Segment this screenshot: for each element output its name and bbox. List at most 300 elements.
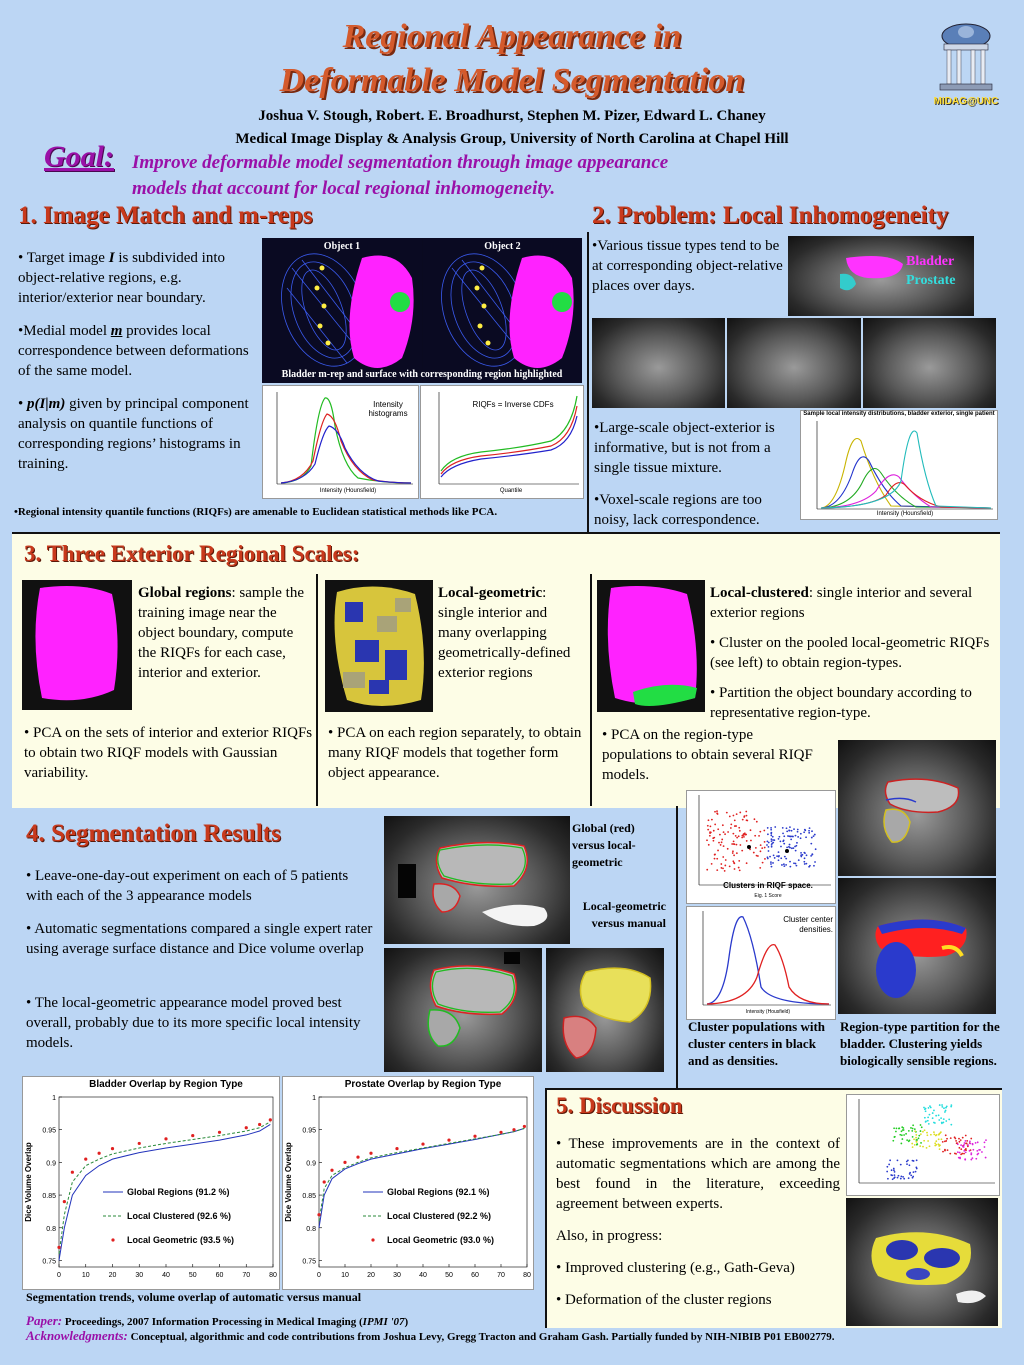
scatter-point — [926, 1147, 928, 1149]
column-divider — [316, 574, 318, 806]
scatter-point — [723, 831, 725, 833]
scatter-point — [744, 834, 746, 836]
scatter-point — [712, 837, 714, 839]
series-point — [523, 1125, 526, 1128]
local-distributions-chart — [801, 411, 997, 519]
scatter-point — [742, 819, 744, 821]
x-tick-label: 30 — [135, 1272, 144, 1279]
global-vs-local-label: Global (red) versus local-geometric — [572, 821, 636, 869]
section4-bullet3: • The local-geometric appearance model proved best overall, probably due to its more specific local intensity models. — [26, 995, 361, 1051]
section2-heading: 2. Problem: Local Inhomogeneity — [592, 202, 949, 229]
scatter-point — [789, 866, 791, 868]
legend-label: Local Clustered (92.6 %) — [127, 1211, 232, 1221]
scatter-point — [926, 1134, 928, 1136]
scatter-point — [808, 832, 810, 834]
series-point — [395, 1147, 398, 1150]
scatter-point — [798, 859, 800, 861]
legend-label: Local Geometric (93.0 %) — [387, 1235, 495, 1245]
scatter-point — [739, 844, 741, 846]
scatter-point — [893, 1177, 895, 1179]
scatter-point — [910, 1127, 912, 1129]
scatter-point — [768, 850, 770, 852]
scatter-point — [724, 865, 726, 867]
scatter-point — [778, 855, 780, 857]
section1-heading: 1. Image Match and m-reps — [18, 202, 313, 229]
section2-bullet3: •Voxel-scale regions are too noisy, lack correspondence. — [594, 492, 762, 528]
object2-label: Object 2 — [484, 241, 521, 252]
scatter-point — [906, 1163, 908, 1165]
histogram-xlabel: Intensity (Hounsfield) — [319, 488, 377, 494]
scatter-point — [893, 1169, 895, 1171]
section1-note: •Regional intensity quantile functions (RIQFs) are amenable to Euclidean statistical methods like PCA. — [14, 506, 498, 518]
scatter-point — [738, 860, 740, 862]
scatter-point — [783, 835, 785, 837]
scatter-point — [757, 855, 759, 857]
histogram-plot — [262, 385, 419, 499]
scatter-point — [754, 835, 756, 837]
scatter-point — [960, 1139, 962, 1141]
scatter-point — [946, 1105, 948, 1107]
y-tick-label: 0.95 — [302, 1127, 316, 1135]
scatter-point — [780, 857, 782, 859]
local-vs-manual-label: Local-geometric versus manual — [582, 899, 666, 930]
scatter-point — [950, 1124, 952, 1126]
riqf-label: RIQFs = Inverse CDFs — [472, 400, 554, 409]
scatter-point — [920, 1133, 922, 1135]
scatter-point — [797, 829, 799, 831]
scatter-point — [746, 862, 748, 864]
scatter-point — [789, 826, 791, 828]
scatter-point — [721, 841, 723, 843]
scatter-point — [970, 1159, 972, 1161]
scatter-point — [942, 1141, 944, 1143]
mrep-visualization — [262, 238, 582, 383]
scatter-point — [903, 1134, 905, 1136]
mrep-caption: Bladder m-rep and surface with corresponding region highlighted — [281, 369, 563, 380]
series-point — [245, 1126, 248, 1129]
y-tick-label: 1 — [52, 1095, 56, 1102]
y-tick-label: 0.75 — [302, 1258, 316, 1266]
scatter-point — [769, 856, 771, 858]
label-bladder: Bladder — [906, 254, 955, 269]
scatter-point — [732, 852, 734, 854]
scatter-point — [950, 1106, 952, 1108]
scatter-point — [911, 1130, 913, 1132]
scatter-point — [967, 1144, 969, 1146]
scatter-point — [938, 1143, 940, 1145]
x-tick-label: 10 — [81, 1272, 90, 1279]
scatter-point — [708, 844, 710, 846]
scatter-point — [805, 863, 807, 865]
scatter-point — [938, 1134, 940, 1136]
y-axis-label: Dice Volume Overlap — [284, 1142, 293, 1222]
scatter-point — [773, 854, 775, 856]
scatter-point — [912, 1128, 914, 1130]
scatter-point — [750, 829, 752, 831]
scatter-point — [713, 840, 715, 842]
riqf-plot — [420, 385, 584, 499]
scatter-point — [900, 1175, 902, 1177]
scatter-point — [764, 847, 766, 849]
scatter-point — [714, 824, 716, 826]
scatter-point — [920, 1142, 922, 1144]
scatter-point — [915, 1134, 917, 1136]
scatter-point — [920, 1130, 922, 1132]
scatter-point — [978, 1149, 980, 1151]
scatter-point — [976, 1154, 978, 1156]
scatter-point — [774, 857, 776, 859]
series-point — [258, 1123, 261, 1126]
scatter-point — [792, 847, 794, 849]
scatter-point — [946, 1138, 948, 1140]
scatter-point — [727, 848, 729, 850]
scatter-point — [721, 867, 723, 869]
scatter-point — [745, 811, 747, 813]
multi-cluster-scatter — [846, 1094, 1000, 1196]
section1-bullet1: • Target image I is subdivided into object-relative regions, e.g. interior/exterior near boundary. — [18, 250, 225, 306]
region-type-caption: Region-type partition for the bladder. Clustering yields biologically sensible regions. — [840, 1019, 1000, 1068]
scatter-point — [914, 1144, 916, 1146]
scatter-point — [897, 1177, 899, 1179]
object1-label: Object 1 — [323, 241, 361, 252]
scatter-point — [900, 1143, 902, 1145]
scatter-point — [963, 1150, 965, 1152]
scatter-point — [985, 1157, 987, 1159]
section1-bullet2: •Medial model m provides local correspondence between deformations of the same model. — [18, 323, 249, 379]
scatter-point — [918, 1135, 920, 1137]
scatter-point — [964, 1140, 966, 1142]
scatter-point — [944, 1111, 946, 1113]
scatter-point — [789, 861, 791, 863]
x-tick-label: 70 — [242, 1272, 251, 1279]
scatter-point — [901, 1126, 903, 1128]
scatter-point — [708, 819, 710, 821]
scatter-point — [929, 1114, 931, 1116]
y-tick-label: 0.9 — [46, 1160, 56, 1168]
scatter-point — [976, 1150, 978, 1152]
local-vs-manual-ct-left — [384, 948, 542, 1072]
scatter-point — [785, 864, 787, 866]
scatter-point — [735, 835, 737, 837]
scatter-point — [935, 1135, 937, 1137]
scatter-point — [803, 852, 805, 854]
scatter-point — [942, 1151, 944, 1153]
series-point — [63, 1200, 66, 1203]
scatter-point — [717, 850, 719, 852]
scatter-point — [886, 1171, 888, 1173]
scatter-point — [722, 856, 724, 858]
x-tick-label: 20 — [367, 1272, 375, 1279]
scatter-point — [753, 852, 755, 854]
scatter-point — [906, 1139, 908, 1141]
scatter-point — [950, 1137, 952, 1139]
scatter-point — [899, 1134, 901, 1136]
scatter-point — [767, 858, 769, 860]
scatter-point — [771, 866, 773, 868]
x-tick-label: 60 — [215, 1272, 224, 1279]
paper-line: Paper: Proceedings, 2007 Information Processing in Medical Imaging (IPMI '07) — [26, 1313, 409, 1328]
scatter-point — [800, 833, 802, 835]
scatter-point — [961, 1153, 963, 1155]
scatter-point — [744, 832, 746, 834]
series-point — [343, 1161, 346, 1164]
scatter-point — [716, 869, 718, 871]
x-tick-label: 50 — [188, 1272, 197, 1279]
scatter-point — [924, 1129, 926, 1131]
local-distributions-plot — [800, 410, 998, 520]
scatter-point — [945, 1120, 947, 1122]
scatter-point — [784, 856, 786, 858]
scatter-point — [734, 825, 736, 827]
scatter-point — [732, 850, 734, 852]
scatter-point — [908, 1177, 910, 1179]
scatter-point — [771, 846, 773, 848]
series-point — [98, 1152, 101, 1155]
scatter-point — [923, 1140, 925, 1142]
y-tick-label: 0.8 — [46, 1225, 56, 1233]
section5-bullet2: • Improved clustering (e.g., Gath-Geva) — [556, 1260, 795, 1276]
scatter-point — [772, 836, 774, 838]
scatter-point — [900, 1178, 902, 1180]
scatter-point — [939, 1148, 941, 1150]
scatter-point — [734, 868, 736, 870]
scatter-point — [716, 810, 718, 812]
region-type-ct-partition — [838, 878, 996, 1014]
scatter-point — [758, 835, 760, 837]
scatter-point — [975, 1142, 977, 1144]
scatter-point — [926, 1132, 928, 1134]
scatter-point — [767, 833, 769, 835]
scatter-point — [723, 845, 725, 847]
scatter-point — [804, 829, 806, 831]
scatter-point — [719, 834, 721, 836]
scatter-point — [945, 1134, 947, 1136]
scatter-point — [969, 1140, 971, 1142]
scatter-point — [938, 1119, 940, 1121]
scatter-point — [736, 852, 738, 854]
scatter-point — [796, 842, 798, 844]
scatter-point — [808, 830, 810, 832]
prostate-overlap-chart — [283, 1077, 533, 1289]
scatter-point — [796, 865, 798, 867]
series-point — [473, 1135, 476, 1138]
scatter-point — [960, 1144, 962, 1146]
scatter-point — [916, 1143, 918, 1145]
scatter-point — [920, 1124, 922, 1126]
y-tick-label: 0.75 — [42, 1258, 56, 1266]
label-prostate: Prostate — [906, 273, 956, 288]
scatter-point — [912, 1160, 914, 1162]
global-pca-text: • PCA on the sets of interior and exterior RIQFs to obtain two RIQF models with Gaussian variability. — [24, 725, 313, 781]
scatter-point — [734, 819, 736, 821]
scatter-point — [759, 831, 761, 833]
scatter-point — [783, 863, 785, 865]
local-clustered-bullet2: • Partition the object boundary according to representative region-type. — [710, 685, 972, 721]
scatter-point — [793, 862, 795, 864]
scatter-point — [810, 843, 812, 845]
scatter-point — [709, 831, 711, 833]
scatter-point — [783, 843, 785, 845]
scatter-point — [771, 838, 773, 840]
scatter-point — [957, 1143, 959, 1145]
scatter-point — [943, 1118, 945, 1120]
scatter-point — [950, 1104, 952, 1106]
y-tick-label: 0.85 — [42, 1193, 56, 1201]
local-vs-manual-ct-right — [546, 948, 664, 1072]
y-tick-label: 0.95 — [42, 1127, 56, 1135]
scatter-point — [949, 1153, 951, 1155]
scatter-point — [929, 1145, 931, 1147]
scatter-point — [972, 1143, 974, 1145]
series-point — [218, 1131, 221, 1134]
poster-title-line1: Regional Appearance in — [342, 18, 682, 55]
scatter-point — [928, 1107, 930, 1109]
scatter-point — [900, 1164, 902, 1166]
scatter-point — [804, 857, 806, 859]
scatter-point — [966, 1143, 968, 1145]
scatter-point — [913, 1171, 915, 1173]
ct-slice — [727, 318, 860, 408]
scatter-point — [811, 837, 813, 839]
scatter-point — [772, 862, 774, 864]
scatter-point — [969, 1143, 971, 1145]
scatter-point — [975, 1158, 977, 1160]
scatter-point — [778, 836, 780, 838]
scatter-point — [939, 1144, 941, 1146]
scatter-point — [764, 858, 766, 860]
section3-heading: 3. Three Exterior Regional Scales: — [24, 541, 360, 566]
scatter-point — [922, 1146, 924, 1148]
scatter-point — [908, 1130, 910, 1132]
scatter-point — [786, 846, 788, 848]
scatter-point — [916, 1139, 918, 1141]
x-tick-label: 70 — [497, 1272, 505, 1279]
scatter-point — [808, 866, 810, 868]
scatter-point — [721, 839, 723, 841]
series-line — [319, 1128, 524, 1221]
scatter-point — [910, 1174, 912, 1176]
scatter-point — [934, 1142, 936, 1144]
x-tick-label: 0 — [317, 1272, 321, 1279]
scatter-caption: Clusters in RIQF space. — [723, 881, 813, 890]
scatter-point — [916, 1159, 918, 1161]
scatter-point — [789, 844, 791, 846]
section1-bullet3: • p(I|m) given by principal component analysis on quantile functions of corresponding regions’ histograms in training. — [18, 396, 249, 472]
scatter-point — [932, 1112, 934, 1114]
scatter-point — [985, 1139, 987, 1141]
scatter-point — [892, 1140, 894, 1142]
scatter-point — [925, 1108, 927, 1110]
scatter-point — [914, 1128, 916, 1130]
scatter-point — [930, 1107, 932, 1109]
series-point — [164, 1137, 167, 1140]
scatter-point — [941, 1104, 943, 1106]
scatter-point — [911, 1143, 913, 1145]
scatter-point — [717, 828, 719, 830]
y-tick-label: 0.8 — [306, 1225, 316, 1233]
scatter-point — [793, 828, 795, 830]
legend-label: Local Geometric (93.5 %) — [127, 1235, 235, 1245]
scatter-point — [743, 836, 745, 838]
scatter-point — [962, 1146, 964, 1148]
scatter-point — [724, 833, 726, 835]
scatter-point — [909, 1173, 911, 1175]
scatter-point — [925, 1110, 927, 1112]
scatter-point — [770, 861, 772, 863]
scatter-point — [902, 1176, 904, 1178]
scatter-point — [954, 1138, 956, 1140]
x-tick-label: 10 — [341, 1272, 349, 1279]
scatter-point — [790, 838, 792, 840]
scatter-point — [786, 827, 788, 829]
scatter-point — [913, 1138, 915, 1140]
scatter-point — [970, 1152, 972, 1154]
scatter-point — [981, 1151, 983, 1153]
scatter-point — [707, 829, 709, 831]
scatter-point — [711, 819, 713, 821]
scatter-point — [934, 1122, 936, 1124]
scatter-point — [959, 1152, 961, 1154]
scatter-point — [791, 830, 793, 832]
scatter-point — [893, 1168, 895, 1170]
scatter-point — [984, 1141, 986, 1143]
scatter-point — [964, 1159, 966, 1161]
scatter-point — [933, 1110, 935, 1112]
local-clustered-image — [597, 580, 705, 712]
scatter-point — [736, 837, 738, 839]
cluster-caption: Cluster populations with cluster centers in black and as densities. — [688, 1019, 826, 1068]
scatter-point — [790, 836, 792, 838]
scatter-point — [907, 1160, 909, 1162]
scatter-point — [806, 854, 808, 856]
scatter-point — [914, 1130, 916, 1132]
scatter-point — [714, 858, 716, 860]
scatter-point — [944, 1150, 946, 1152]
scatter-point — [714, 811, 716, 813]
scatter-point — [711, 863, 713, 865]
scatter-point — [963, 1144, 965, 1146]
scatter-point — [720, 863, 722, 865]
scatter-point — [901, 1130, 903, 1132]
scatter-point — [738, 827, 740, 829]
scatter-point — [935, 1115, 937, 1117]
x-tick-label: 50 — [445, 1272, 453, 1279]
section2-bullet2: •Large-scale object-exterior is informative, but is not from a single tissue mixture. — [594, 420, 775, 476]
scatter-point — [803, 861, 805, 863]
local-clustered-bullet1: • Cluster on the pooled local-geometric RIQFs (see left) to obtain region-types. — [710, 635, 990, 671]
scatter-point — [797, 831, 799, 833]
scatter-point — [938, 1138, 940, 1140]
ct-slices-row — [592, 318, 996, 408]
scatter-point — [809, 827, 811, 829]
series-point — [191, 1134, 194, 1137]
scatter-point — [780, 846, 782, 848]
scatter-xlabel: Eig. 1 Score — [754, 893, 782, 899]
scatter-point — [921, 1126, 923, 1128]
scatter-point — [724, 870, 726, 872]
scatter-point — [893, 1127, 895, 1129]
scatter-point — [761, 847, 763, 849]
scatter-point — [972, 1149, 974, 1151]
scatter-point — [962, 1137, 964, 1139]
scatter-point — [770, 829, 772, 831]
series-point — [499, 1131, 502, 1134]
scatter-point — [908, 1140, 910, 1142]
scatter-point — [766, 844, 768, 846]
scatter-point — [895, 1131, 897, 1133]
scatter-point — [941, 1106, 943, 1108]
scatter-point — [738, 867, 740, 869]
